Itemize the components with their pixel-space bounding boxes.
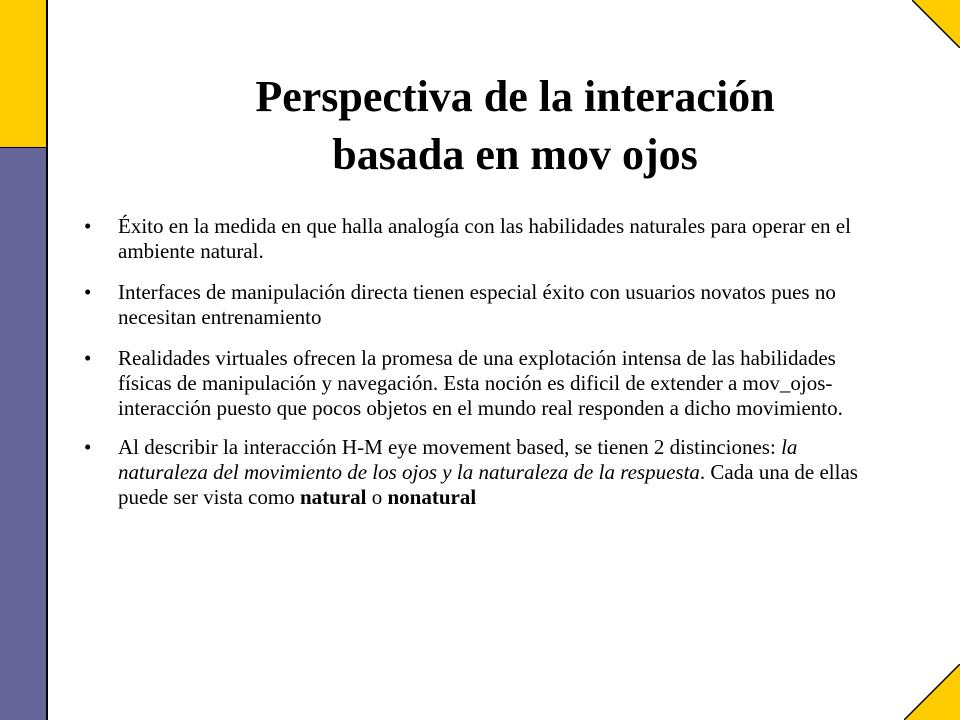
title-line-1: Perspectiva de la interación [255, 72, 775, 121]
bullet-marker: • [84, 214, 92, 238]
bullet-item [80, 346, 880, 421]
bullet-text-or: o [366, 485, 388, 509]
left-bar-blue [0, 148, 48, 720]
slide-title [120, 68, 910, 184]
corner-triangle-top-right [912, 0, 960, 48]
bullet-list [80, 214, 880, 526]
bullet-text-italic: la naturaleza del movimiento de los ojos y la naturaleza de la respuesta [118, 435, 798, 484]
bold-term-nonatural: nonatural [387, 485, 477, 509]
bullet-marker: • [84, 346, 92, 370]
bullet-text: Éxito en la medida en que halla analogía con las habilidades naturales para operar en el ambiente natural. [118, 214, 851, 263]
bullet-text [118, 435, 858, 509]
title-line-2: basada en mov ojos [332, 130, 698, 179]
bullet-text-intro: Al describir la interacción H-M eye movement based, se tienen 2 distinciones: [118, 435, 782, 459]
bullet-marker: • [84, 435, 92, 459]
corner-triangle-bottom-right [904, 664, 960, 720]
bullet-item [80, 280, 880, 330]
bullet-text-middle: . Cada una de ellas puede ser vista como [118, 460, 858, 509]
bullet-marker: • [84, 280, 92, 304]
bullet-text: Realidades virtuales ofrecen la promesa de una explotación intensa de las habilidades físicas de manipulación y navegación. Esta noción es dificil de extender a mov_ojos-interacción puesto que pocos objetos en el mundo real responden a dicho movimiento. [118, 346, 843, 420]
bold-term-natural: natural [299, 485, 367, 509]
bullet-item [80, 435, 880, 510]
left-bar-yellow [0, 0, 48, 148]
bullet-text: Interfaces de manipulación directa tienen especial éxito con usuarios novatos pues no necesitan entrenamiento [118, 280, 836, 329]
bullet-item [80, 214, 880, 264]
